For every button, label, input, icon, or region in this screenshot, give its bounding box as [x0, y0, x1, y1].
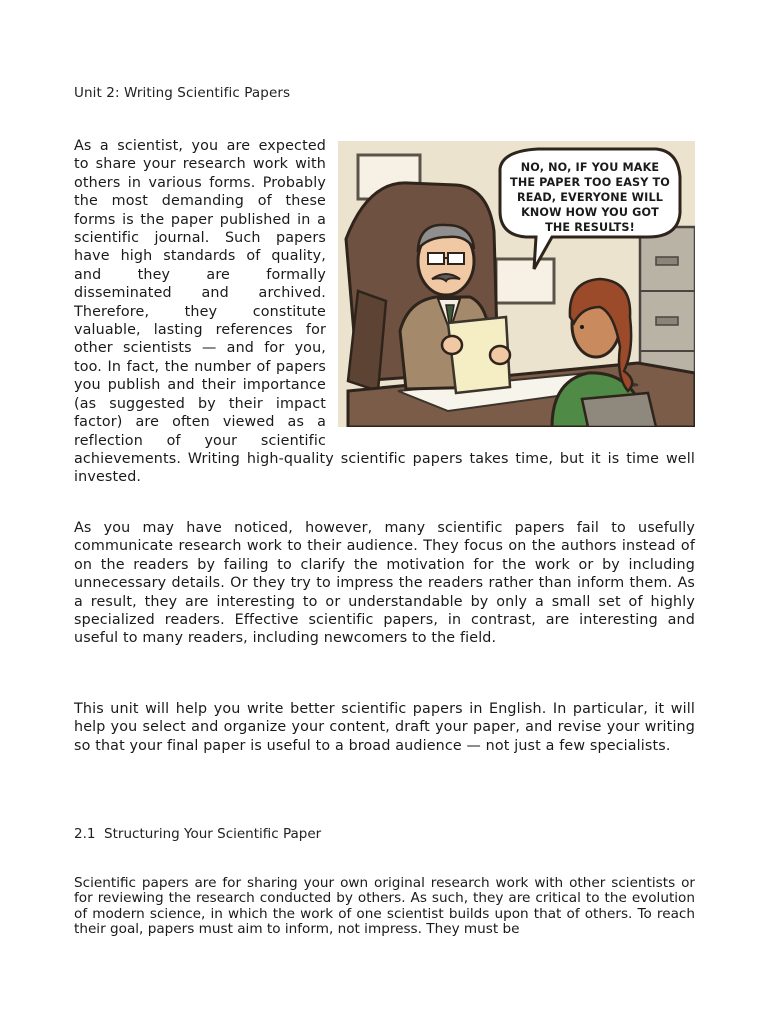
section-heading: 2.1 Structuring Your Scientific Paper — [74, 826, 322, 842]
speech-line-4: KNOW HOW YOU GOT — [521, 206, 659, 219]
paragraph-communication: As you may have noticed, however, many scientific papers fail to usefully communicate research work to their audience. They focus on the authors instead of on the readers by failing to clarify the motivation for the work or by including unnecessary details. Or they try to impress the readers rather than inform them. As a result, they are interesting to or understandable by only a small set of highly specialized readers. Effective scientific papers, in contrast, are interesting and useful to many readers, including newcomers to the field. — [74, 520, 695, 647]
unit-title: Unit 2: Writing Scientific Papers — [74, 85, 291, 101]
speech-line-1: NO, NO, IF YOU MAKE — [520, 161, 660, 174]
intro-paragraph — [74, 137, 695, 487]
paragraph-structuring: Scientific papers are for sharing your own original research work with other scientists or for reviewing the research conducted by others. As such, they are critical to the evolution of modern science, in which the work of one scientist builds upon that of others. To reach their goal, papers must aim to inform, not impress. They must be — [74, 875, 695, 937]
speech-line-3: READ, EVERYONE WILL — [516, 191, 664, 204]
speech-line-5: THE RESULTS! — [545, 221, 635, 234]
speech-line-2: THE PAPER TOO EASY TO — [510, 176, 670, 189]
paragraph-unit-overview: This unit will help you write better scientific papers in English. In particular, it will help you select and organize your content, draft your paper, and revise your writing so that your final paper is useful to a broad audience — not just a few specialists. — [74, 701, 695, 754]
comic-illustration — [338, 141, 695, 428]
intro-paragraph-text: As a scientist, you are expected to share your research work with others in various forms. Probably the most demanding of these forms is the paper published in a scientific journal. Such papers have high standards of quality, and they are formally disseminated and archived. Therefore, they constitute valuable, lasting references for other scientists — and for you, too. In fact, the number of papers you publish and their importance (as suggested by their impact factor) are often viewed as a reflection of your scientific achievements. Writing high-quality scientific papers takes time, but it is time well invested. — [74, 138, 695, 486]
